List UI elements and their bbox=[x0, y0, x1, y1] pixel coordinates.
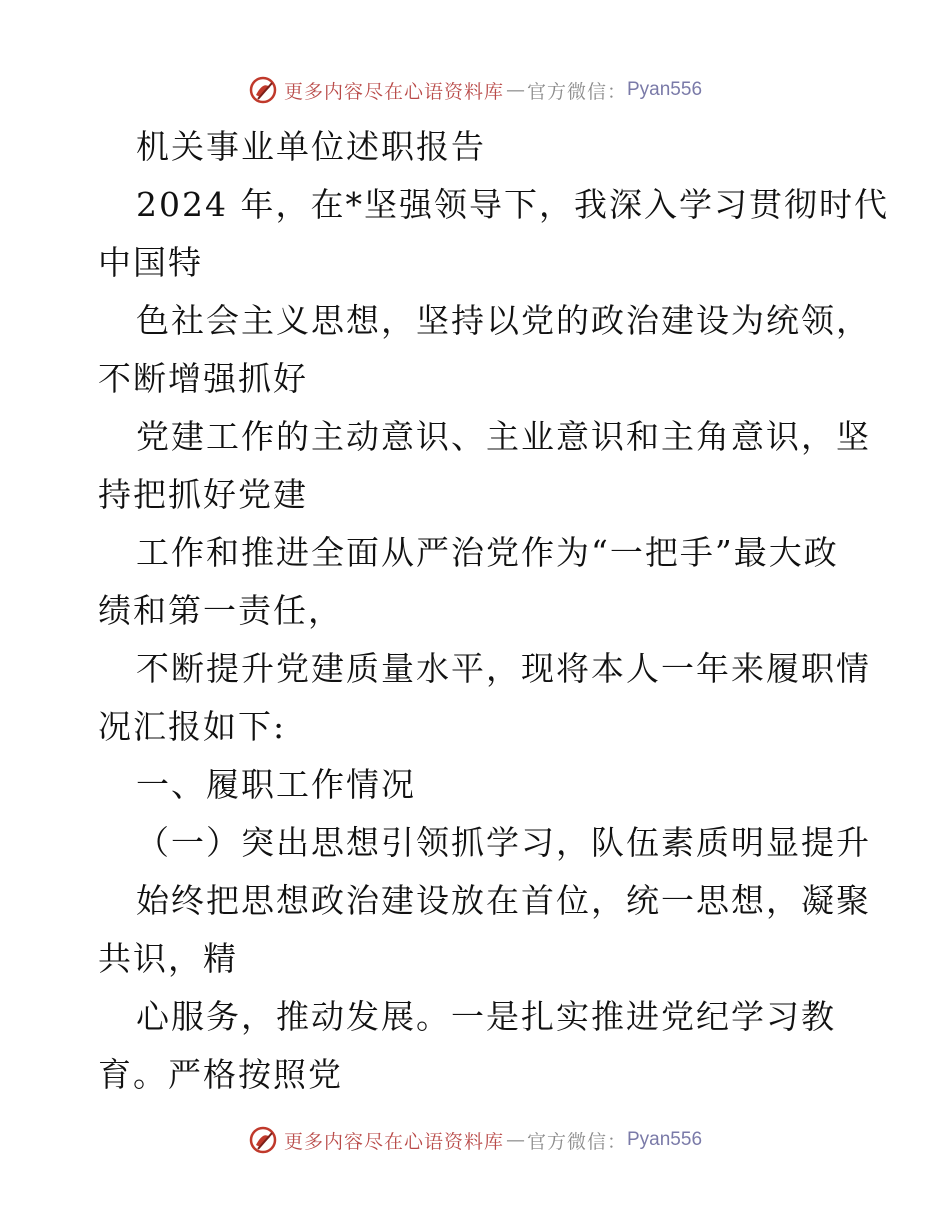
paragraph-line: 共识，精 bbox=[98, 939, 238, 978]
watermark-text: 更多内容尽在心语资料库 bbox=[283, 1130, 504, 1153]
watermark-id: Pyan556 bbox=[627, 79, 703, 100]
paragraph-line: 心服务，推动发展。一是扎实推进党纪学习教 bbox=[136, 997, 836, 1036]
paragraph-line: 持把抓好党建 bbox=[98, 475, 308, 514]
section-heading: 一、履职工作情况 bbox=[136, 765, 416, 804]
red-swirl-pen-icon bbox=[248, 75, 278, 105]
watermark-id: Pyan556 bbox=[627, 1129, 703, 1150]
paragraph-line: 不断增强抓好 bbox=[98, 359, 308, 398]
watermark-header bbox=[0, 70, 950, 110]
red-swirl-pen-icon bbox=[248, 1125, 278, 1155]
paragraph-line: 工作和推进全面从严治党作为“一把手”最大政 bbox=[136, 533, 839, 572]
paragraph-line: 中国特 bbox=[98, 243, 203, 282]
watermark-label: 官方微信： bbox=[526, 80, 627, 103]
subsection-heading: （一）突出思想引领抓学习，队伍素质明显提升 bbox=[136, 823, 871, 862]
paragraph-line: 况汇报如下: bbox=[98, 707, 287, 746]
document-title: 机关事业单位述职报告 bbox=[136, 127, 486, 166]
paragraph-line: 色社会主义思想，坚持以党的政治建设为统领， bbox=[136, 301, 871, 340]
watermark-footer bbox=[0, 1120, 950, 1160]
document-body bbox=[98, 118, 889, 1104]
watermark-label: 官方微信： bbox=[526, 1130, 627, 1153]
paragraph-line: 绩和第一责任， bbox=[98, 591, 343, 630]
watermark-text: 更多内容尽在心语资料库 bbox=[283, 80, 504, 103]
paragraph-line: 党建工作的主动意识、主业意识和主角意识，坚 bbox=[136, 417, 871, 456]
watermark-dash: — bbox=[505, 79, 525, 101]
paragraph-line: 2024 年，在*坚强领导下，我深入学习贯彻时代 bbox=[136, 185, 889, 224]
watermark-dash: — bbox=[505, 1129, 525, 1151]
paragraph-line: 始终把思想政治建设放在首位，统一思想，凝聚 bbox=[136, 881, 871, 920]
paragraph-line: 育。严格按照党 bbox=[98, 1055, 343, 1094]
paragraph-line: 不断提升党建质量水平，现将本人一年来履职情 bbox=[136, 649, 871, 688]
